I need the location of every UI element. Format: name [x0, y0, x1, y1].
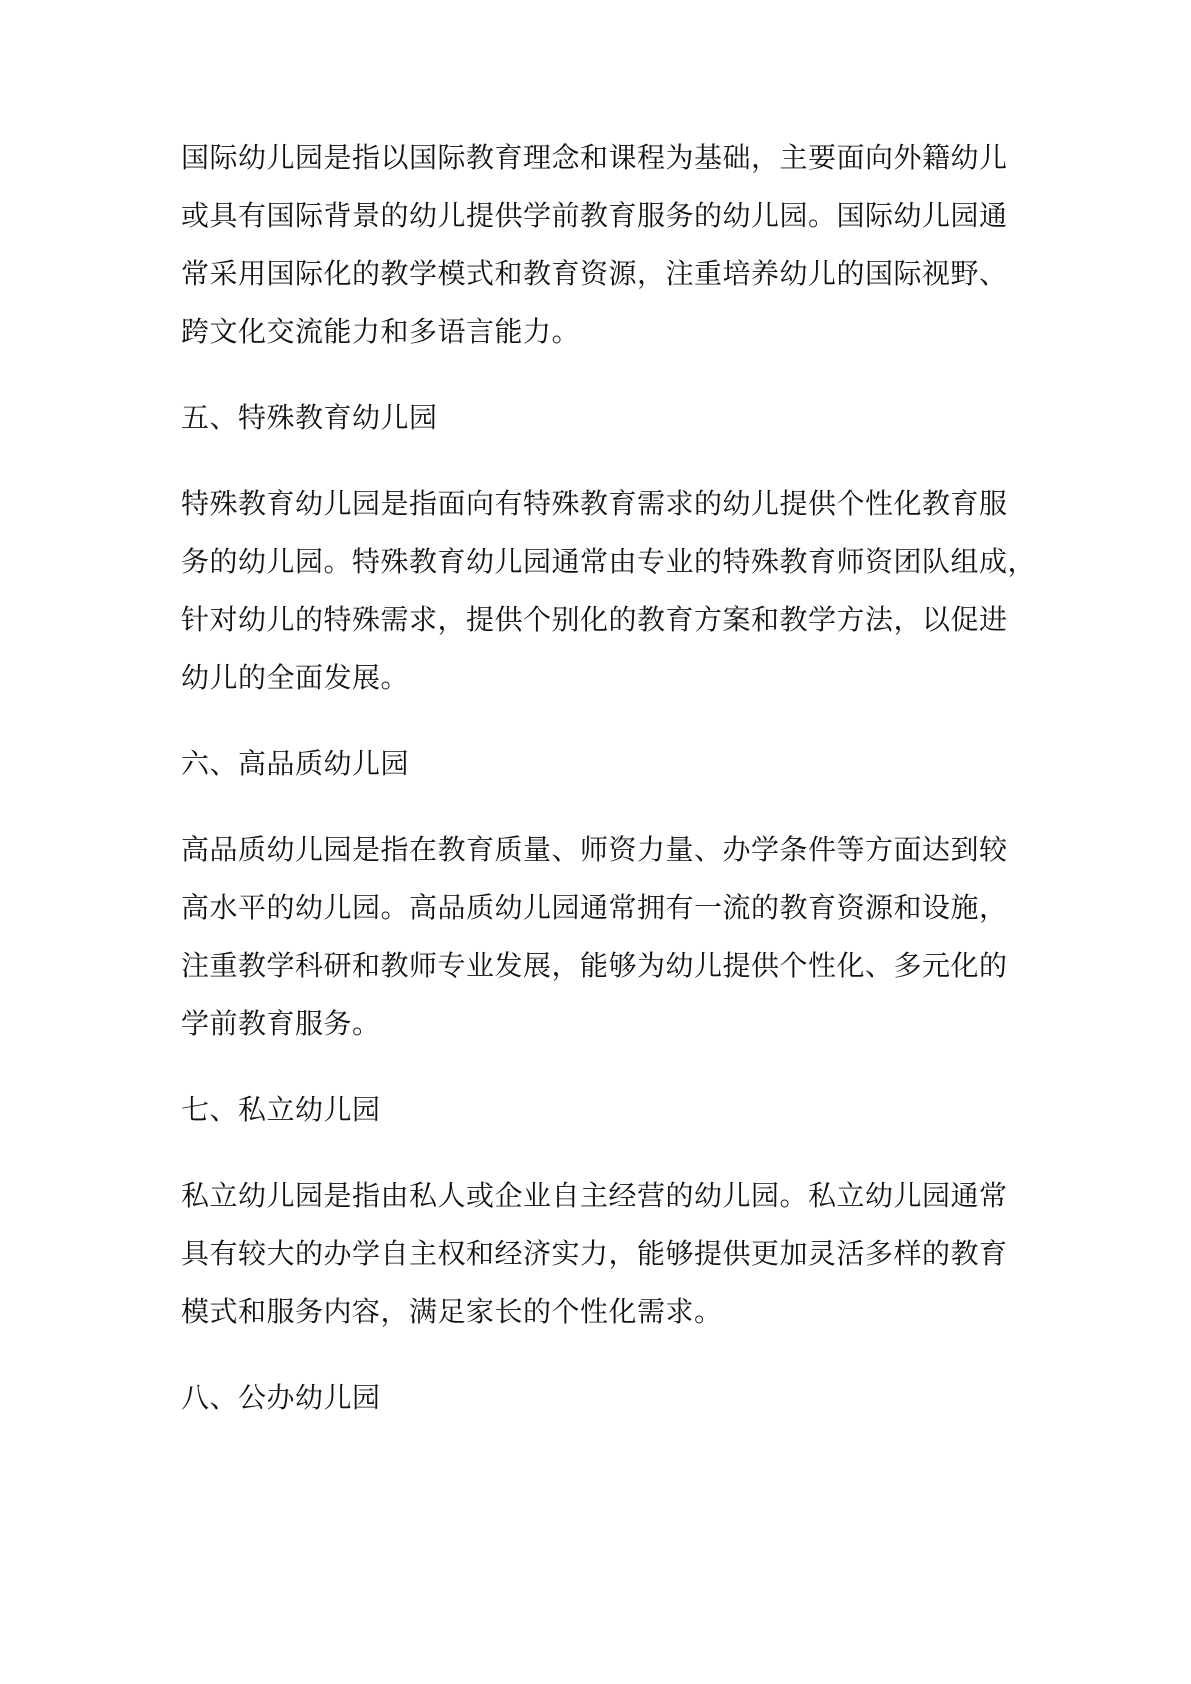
paragraph-intl-line: 跨文化交流能力和多语言能力。	[181, 315, 581, 348]
section-heading-high-quality: 六、高品质幼儿园	[181, 747, 410, 780]
section-heading-special-education: 五、特殊教育幼儿园	[181, 401, 438, 434]
paragraph-intl-line: 常采用国际化的教学模式和教育资源，注重培养幼儿的国际视野、	[181, 257, 1008, 290]
paragraph-special-line: 特殊教育幼儿园是指面向有特殊教育需求的幼儿提供个性化教育服	[181, 487, 1008, 520]
paragraph-private-line: 具有较大的办学自主权和经济实力，能够提供更加灵活多样的教育	[181, 1237, 1008, 1270]
paragraph-quality-line: 学前教育服务。	[181, 1007, 381, 1040]
section-heading-private: 七、私立幼儿园	[181, 1093, 381, 1126]
paragraph-private-line: 私立幼儿园是指由私人或企业自主经营的幼儿园。私立幼儿园通常	[181, 1179, 1008, 1212]
paragraph-special-line: 务的幼儿园。特殊教育幼儿园通常由专业的特殊教育师资团队组成，	[181, 545, 1037, 578]
paragraph-quality-line: 注重教学科研和教师专业发展，能够为幼儿提供个性化、多元化的	[181, 949, 1008, 982]
section-heading-public: 八、公办幼儿园	[181, 1381, 381, 1414]
paragraph-intl-line: 或具有国际背景的幼儿提供学前教育服务的幼儿园。国际幼儿园通	[181, 199, 1008, 232]
paragraph-intl-line: 国际幼儿园是指以国际教育理念和课程为基础，主要面向外籍幼儿	[181, 141, 1008, 174]
paragraph-special-line: 幼儿的全面发展。	[181, 661, 410, 694]
paragraph-quality-line: 高水平的幼儿园。高品质幼儿园通常拥有一流的教育资源和设施，	[181, 891, 1008, 924]
paragraph-special-line: 针对幼儿的特殊需求，提供个别化的教育方案和教学方法，以促进	[181, 603, 1008, 636]
paragraph-quality-line: 高品质幼儿园是指在教育质量、师资力量、办学条件等方面达到较	[181, 833, 1008, 866]
paragraph-private-line: 模式和服务内容，满足家长的个性化需求。	[181, 1295, 723, 1328]
